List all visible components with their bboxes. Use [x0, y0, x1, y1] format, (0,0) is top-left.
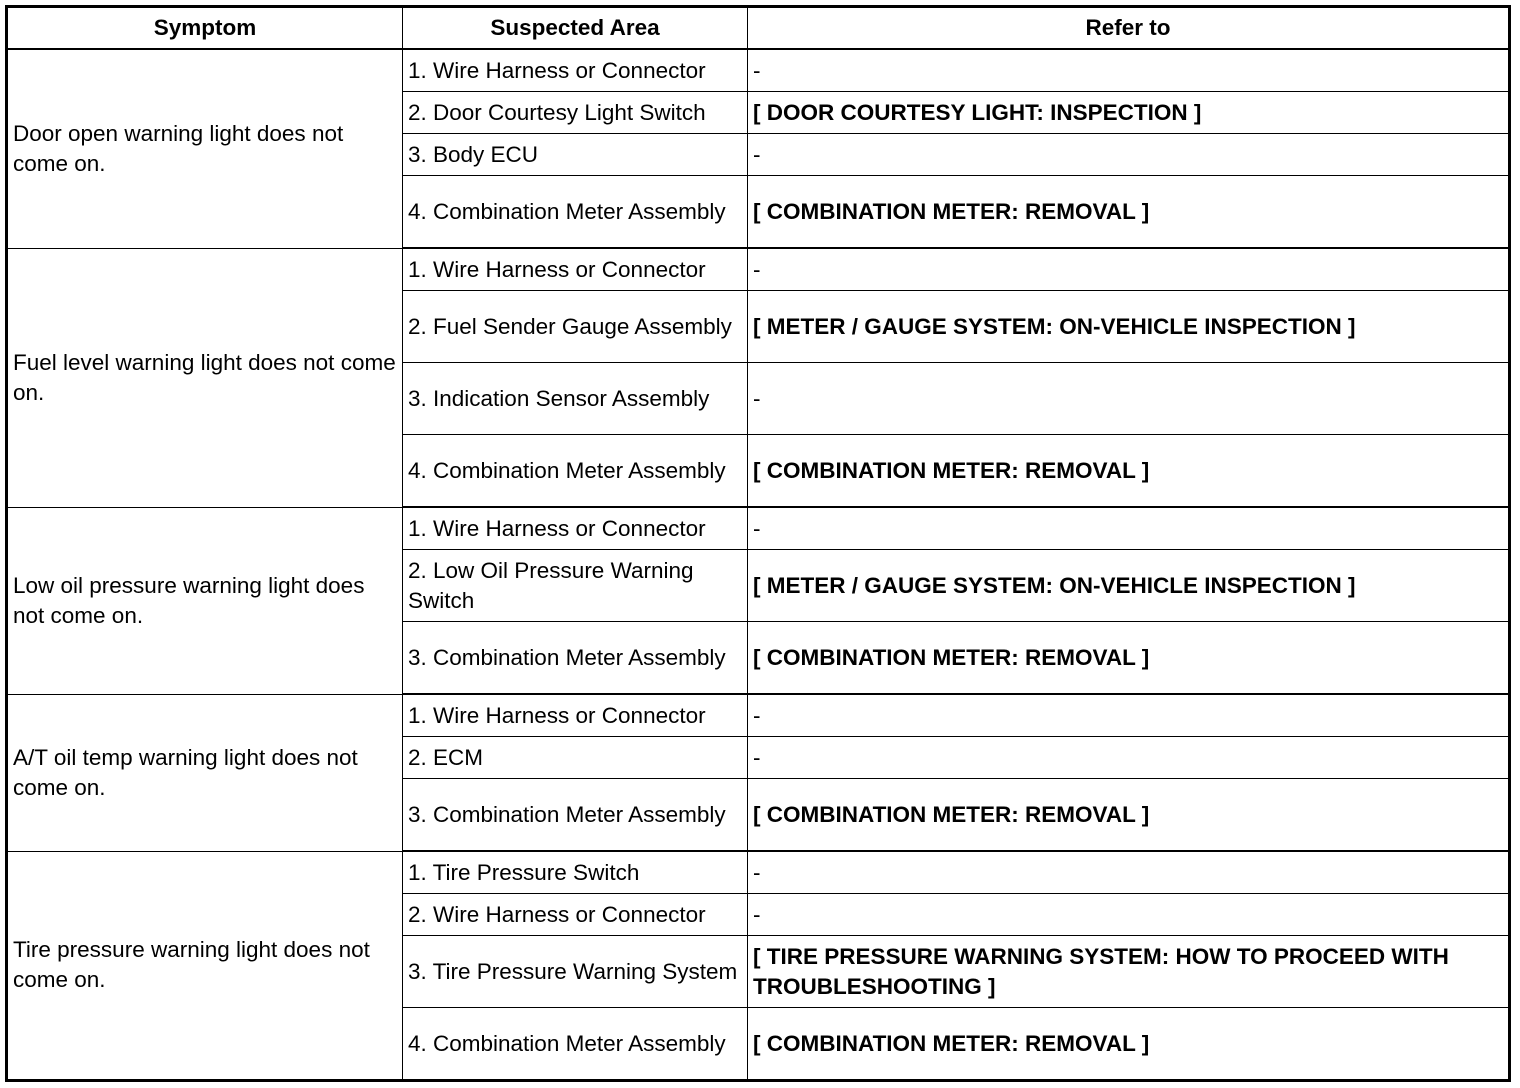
- suspected-area-cell: 3. Combination Meter Assembly: [403, 622, 748, 695]
- refer-link[interactable]: [ COMBINATION METER: REMOVAL ]: [748, 176, 1510, 249]
- suspected-area-cell: 2. Low Oil Pressure Warning Switch: [403, 550, 748, 622]
- suspected-area-cell: 2. Wire Harness or Connector: [403, 894, 748, 936]
- symptom-cell: Tire pressure warning light does not come on.: [7, 851, 403, 1081]
- refer-cell: -: [748, 894, 1510, 936]
- suspected-area-cell: 1. Wire Harness or Connector: [403, 507, 748, 550]
- header-refer-to: Refer to: [748, 7, 1510, 50]
- troubleshooting-table: [5, 5, 1511, 1082]
- refer-link[interactable]: [ METER / GAUGE SYSTEM: ON-VEHICLE INSPECTION ]: [748, 550, 1510, 622]
- table-row: [7, 248, 1510, 291]
- refer-cell: -: [748, 134, 1510, 176]
- header-suspected-area: Suspected Area: [403, 7, 748, 50]
- symptom-cell: Low oil pressure warning light does not come on.: [7, 507, 403, 694]
- symptom-cell: A/T oil temp warning light does not come on.: [7, 694, 403, 851]
- refer-cell: -: [748, 851, 1510, 894]
- table-row: [7, 49, 1510, 92]
- table-row: [7, 507, 1510, 550]
- refer-link[interactable]: [ COMBINATION METER: REMOVAL ]: [748, 1008, 1510, 1081]
- refer-link[interactable]: [ COMBINATION METER: REMOVAL ]: [748, 622, 1510, 695]
- table-header-row: [7, 7, 1510, 50]
- suspected-area-cell: 1. Wire Harness or Connector: [403, 694, 748, 737]
- suspected-area-cell: 4. Combination Meter Assembly: [403, 435, 748, 508]
- suspected-area-cell: 2. ECM: [403, 737, 748, 779]
- suspected-area-cell: 4. Combination Meter Assembly: [403, 1008, 748, 1081]
- suspected-area-cell: 3. Body ECU: [403, 134, 748, 176]
- suspected-area-cell: 3. Tire Pressure Warning System: [403, 936, 748, 1008]
- refer-cell: -: [748, 363, 1510, 435]
- refer-cell: -: [748, 694, 1510, 737]
- refer-cell: -: [748, 248, 1510, 291]
- refer-cell: -: [748, 507, 1510, 550]
- refer-link[interactable]: [ TIRE PRESSURE WARNING SYSTEM: HOW TO PROCEED WITH TROUBLESHOOTING ]: [748, 936, 1510, 1008]
- refer-link[interactable]: [ COMBINATION METER: REMOVAL ]: [748, 435, 1510, 508]
- refer-cell: -: [748, 737, 1510, 779]
- suspected-area-cell: 3. Combination Meter Assembly: [403, 779, 748, 852]
- suspected-area-cell: 2. Door Courtesy Light Switch: [403, 92, 748, 134]
- refer-cell: -: [748, 49, 1510, 92]
- header-symptom: Symptom: [7, 7, 403, 50]
- symptom-cell: Door open warning light does not come on.: [7, 49, 403, 248]
- suspected-area-cell: 3. Indication Sensor Assembly: [403, 363, 748, 435]
- refer-link[interactable]: [ DOOR COURTESY LIGHT: INSPECTION ]: [748, 92, 1510, 134]
- suspected-area-cell: 1. Wire Harness or Connector: [403, 49, 748, 92]
- suspected-area-cell: 1. Wire Harness or Connector: [403, 248, 748, 291]
- table-row: [7, 851, 1510, 894]
- suspected-area-cell: 2. Fuel Sender Gauge Assembly: [403, 291, 748, 363]
- suspected-area-cell: 4. Combination Meter Assembly: [403, 176, 748, 249]
- symptom-cell: Fuel level warning light does not come on.: [7, 248, 403, 507]
- refer-link[interactable]: [ COMBINATION METER: REMOVAL ]: [748, 779, 1510, 852]
- refer-link[interactable]: [ METER / GAUGE SYSTEM: ON-VEHICLE INSPECTION ]: [748, 291, 1510, 363]
- table-row: [7, 694, 1510, 737]
- suspected-area-cell: 1. Tire Pressure Switch: [403, 851, 748, 894]
